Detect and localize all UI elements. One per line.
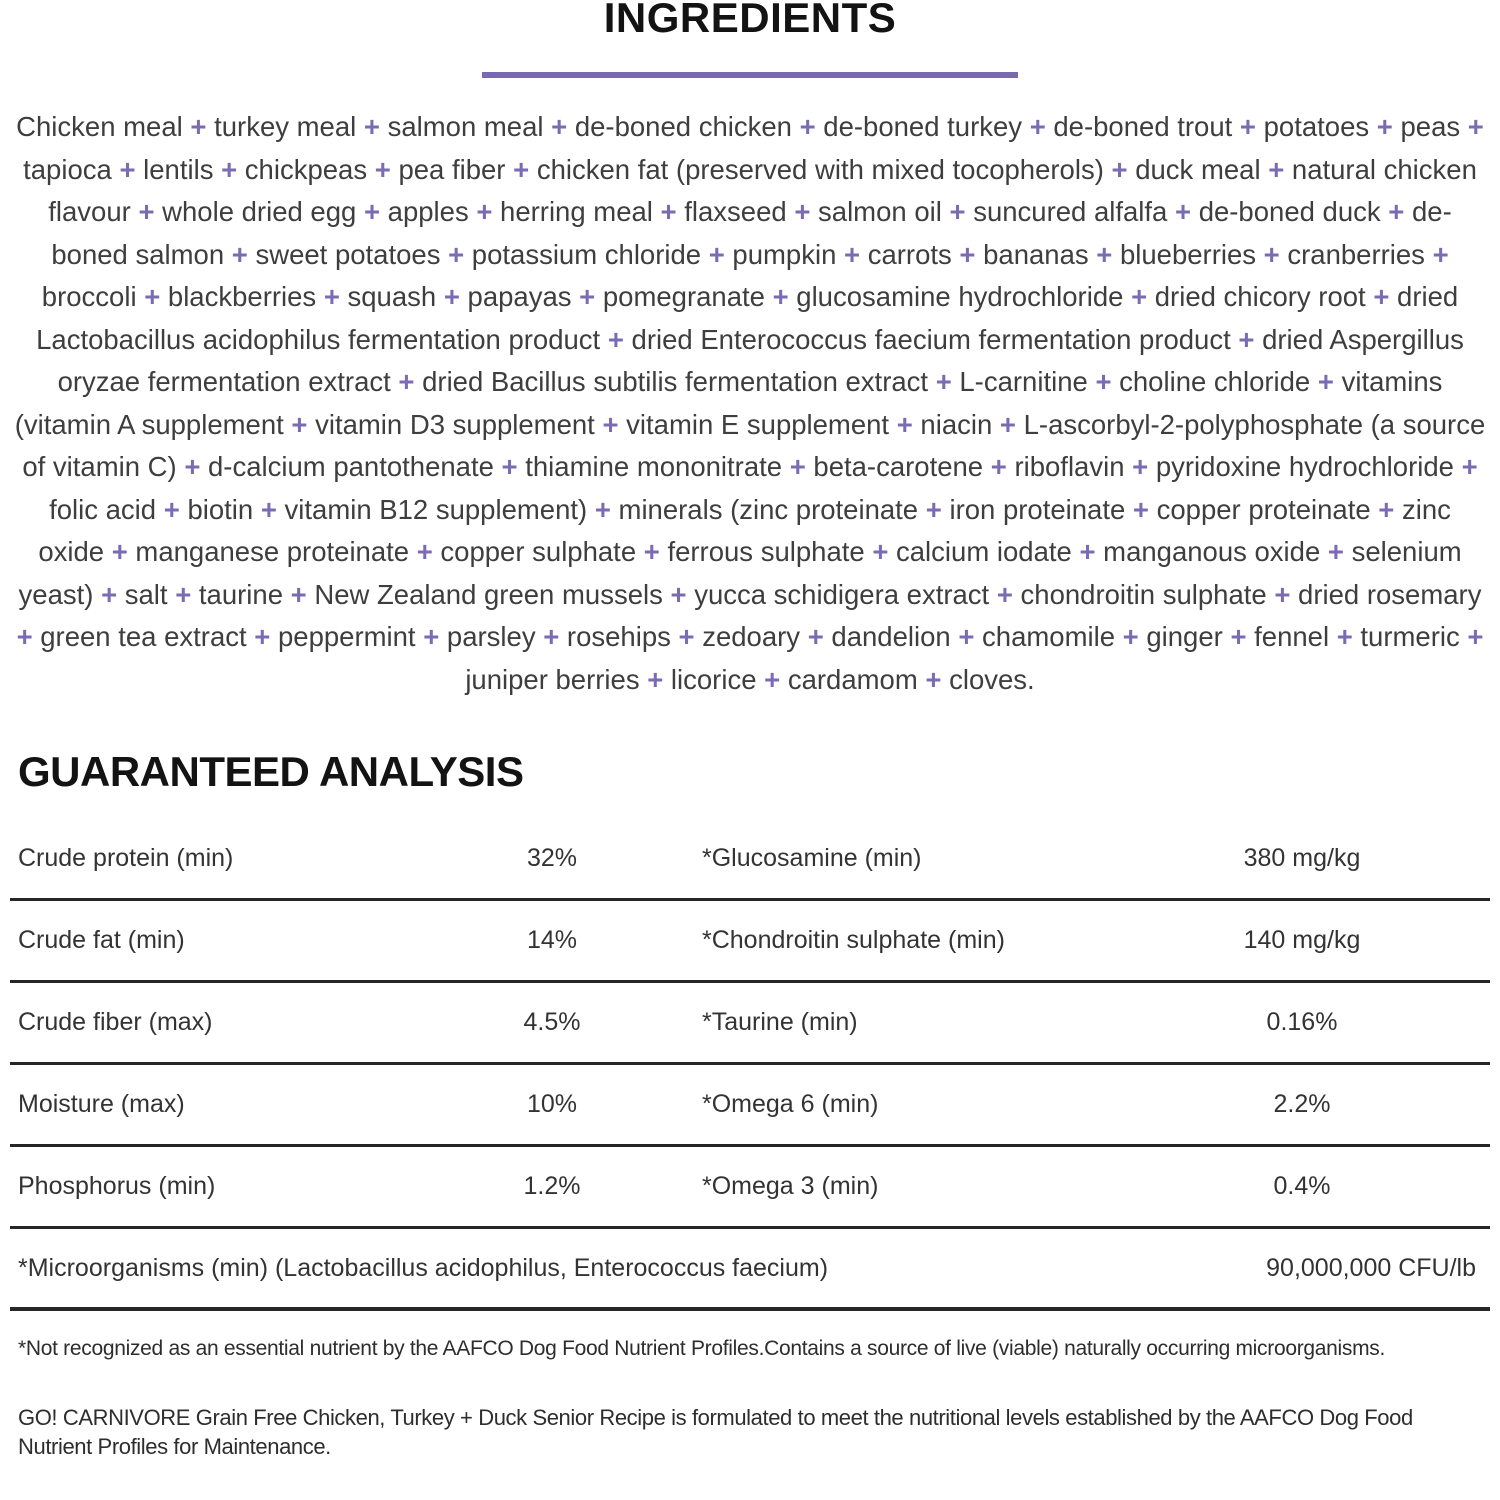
plus-separator-icon: + xyxy=(935,366,952,398)
ga-nutrient-label: *Chondroitin sulphate (min) xyxy=(702,926,1005,955)
ingredient-item: juniper berries xyxy=(465,663,640,695)
plus-separator-icon: + xyxy=(363,196,381,228)
ingredient-item: manganous oxide xyxy=(1103,536,1321,568)
ingredient-item: d-calcium pantothenate xyxy=(208,451,494,483)
plus-separator-icon: + xyxy=(254,621,271,653)
plus-separator-icon: + xyxy=(1467,621,1484,653)
ga-nutrient-value: 4.5% xyxy=(523,1008,581,1037)
ingredient-item: dandelion xyxy=(831,621,951,653)
plus-separator-icon: + xyxy=(144,281,161,313)
plus-separator-icon: + xyxy=(448,238,465,270)
ingredient-item: zinc oxide xyxy=(38,493,1451,568)
ingredient-item: blackberries xyxy=(167,281,317,313)
ga-nutrient-value: 0.4% xyxy=(1273,1172,1331,1201)
ingredient-item: cranberries xyxy=(1287,238,1425,270)
plus-separator-icon: + xyxy=(1111,153,1128,185)
plus-separator-icon: + xyxy=(1131,281,1148,313)
plus-separator-icon: + xyxy=(260,493,277,525)
plus-separator-icon: + xyxy=(844,238,861,270)
ingredient-item: turmeric xyxy=(1360,621,1460,653)
ingredient-item: suncured alfalfa xyxy=(973,196,1168,228)
plus-separator-icon: + xyxy=(290,578,307,610)
ingredient-item: selenium yeast) xyxy=(18,536,1462,610)
ga-nutrient-value: 0.16% xyxy=(1266,1008,1338,1037)
ingredient-item: dried Enterococcus faecium fermentation product xyxy=(631,323,1231,355)
ingredient-item: de-boned salmon xyxy=(51,196,1452,270)
plus-separator-icon: + xyxy=(607,323,624,355)
plus-separator-icon: + xyxy=(423,621,440,653)
title-underline-rule xyxy=(482,72,1018,78)
ingredient-item: broccoli xyxy=(41,281,137,313)
ingredient-item: salt xyxy=(124,578,168,610)
plus-separator-icon: + xyxy=(1388,196,1405,228)
plus-separator-icon: + xyxy=(678,621,695,653)
ingredient-item: fennel xyxy=(1254,621,1330,653)
ingredient-item: copper sulphate xyxy=(440,536,637,568)
plus-separator-icon: + xyxy=(374,153,391,185)
ingredient-item: carrots xyxy=(867,238,952,270)
ga-nutrient-label: *Microorganisms (min) (Lactobacillus acidophilus, Enterococcus faecium) xyxy=(18,1253,829,1282)
ingredients-list: Chicken meal + turkey meal + salmon meal + de-boned chicken + de-boned turkey + de-boned trout + potatoes + peas + tapioca + lentils + chickpeas + pea fiber + chicken fat (preserved with mixed tocopherols) + duck meal + natural chicken flavour + whole dried egg + apples + herring meal + flaxseed + salmon oil + suncured alfalfa + de-boned duck + de-boned salmon + sweet potatoes + potassium chloride + pumpkin + carrots + bananas + blueberries + cranberries + broccoli + blackberries + squash + papayas + pomegranate + glucosamine hydrochloride + dried chicory root + dried Lactobacillus acidophilus fermentation product + dried Enterococcus faecium fermentation product + dried Aspergillus oryzae fermentation extract + dried Bacillus subtilis fermentation extract + L-carnitine + choline chloride + vitamins (vitamin A supplement + vitamin D3 supplement + vitamin E supplement + niacin + L-ascorbyl-2-polyphosphate (a source of vitamin C) + d-calcium pantothenate + thiamine mononitrate + beta-carotene + riboflavin + pyridoxine hydrochloride + folic acid + biotin + vitamin B12 supplement) + minerals (zinc proteinate + iron proteinate + copper proteinate + zinc oxide + manganese proteinate + copper sulphate + ferrous sulphate + calcium iodate + manganous oxide + selenium yeast) + salt + taurine + New Zealand green mussels + yucca schidigera extract + chondroitin sulphate + dried rosemary + green tea extract + peppermint + parsley + rosehips + zedoary + dandelion + chamomile + ginger + fennel + turmeric + juniper berries + licorice + cardamom + cloves. xyxy=(14,111,1486,695)
plus-separator-icon: + xyxy=(925,663,942,695)
ingredient-item: L-ascorbyl-2-polyphosphate (a source of vitamin C) xyxy=(22,408,1486,483)
ingredient-item: lentils xyxy=(143,153,214,185)
ga-nutrient-value: 380 mg/kg xyxy=(1243,844,1361,873)
ingredient-item: salmon meal xyxy=(387,111,544,143)
ingredient-item: chicken fat (preserved with mixed tocopherols) xyxy=(536,153,1104,185)
plus-separator-icon: + xyxy=(1122,621,1139,653)
plus-separator-icon: + xyxy=(363,111,380,143)
plus-separator-icon: + xyxy=(670,578,687,610)
ga-nutrient-value: 2.2% xyxy=(1273,1090,1331,1119)
plus-separator-icon: + xyxy=(190,111,207,143)
ingredient-item: L-carnitine xyxy=(959,366,1088,398)
plus-separator-icon: + xyxy=(1263,238,1280,270)
plus-separator-icon: + xyxy=(513,153,530,185)
plus-separator-icon: + xyxy=(1376,111,1393,143)
ga-table-row-microorganisms xyxy=(10,1229,1490,1311)
ga-nutrient-label: *Omega 6 (min) xyxy=(702,1090,879,1119)
plus-separator-icon: + xyxy=(1238,323,1255,355)
plus-separator-icon: + xyxy=(990,451,1007,483)
ingredient-item: minerals (zinc proteinate xyxy=(618,493,919,525)
plus-separator-icon: + xyxy=(660,196,677,228)
ingredient-item: salmon oil xyxy=(818,196,942,228)
plus-separator-icon: + xyxy=(138,196,155,228)
plus-separator-icon: + xyxy=(1029,111,1046,143)
plus-separator-icon: + xyxy=(799,111,816,143)
ga-nutrient-label: Crude protein (min) xyxy=(18,844,234,873)
plus-separator-icon: + xyxy=(959,238,976,270)
ingredient-item: rosehips xyxy=(566,621,671,653)
ingredient-item: zedoary xyxy=(702,621,801,653)
plus-separator-icon: + xyxy=(1378,493,1395,525)
ingredient-item: pomegranate xyxy=(602,281,765,313)
ingredient-item: flaxseed xyxy=(684,196,787,228)
plus-separator-icon: + xyxy=(1095,366,1112,398)
plus-separator-icon: + xyxy=(772,281,789,313)
plus-separator-icon: + xyxy=(794,196,811,228)
plus-separator-icon: + xyxy=(999,408,1016,440)
ingredient-item: copper proteinate xyxy=(1156,493,1371,525)
ingredient-item: de-boned trout xyxy=(1053,111,1233,143)
plus-separator-icon: + xyxy=(602,408,619,440)
ingredient-item: choline chloride xyxy=(1119,366,1311,398)
plus-separator-icon: + xyxy=(416,536,433,568)
ga-nutrient-value: 140 mg/kg xyxy=(1243,926,1361,955)
guaranteed-analysis-title: GUARANTEED ANALYSIS xyxy=(18,748,524,796)
plus-separator-icon: + xyxy=(1373,281,1390,313)
plus-separator-icon: + xyxy=(1079,536,1096,568)
ingredient-item: peppermint xyxy=(277,621,416,653)
plus-separator-icon: + xyxy=(443,281,460,313)
plus-separator-icon: + xyxy=(1239,111,1256,143)
plus-separator-icon: + xyxy=(16,621,33,653)
plus-separator-icon: + xyxy=(789,451,806,483)
ingredient-item: vitamins (vitamin A supplement xyxy=(14,366,1443,440)
ingredient-item: natural chicken flavour xyxy=(48,153,1477,228)
guaranteed-analysis-table xyxy=(10,819,1490,1311)
ingredient-item: vitamin E supplement xyxy=(626,408,890,440)
ingredient-item: cloves xyxy=(949,663,1028,695)
aafco-statement: GO! CARNIVORE Grain Free Chicken, Turkey + Duck Senior Recipe is formulated to meet the nutritional levels established by the AAFCO Dog Food Nutrient Profiles for Maintenance. xyxy=(18,1405,1413,1460)
ingredient-item: manganese proteinate xyxy=(135,536,410,568)
plus-separator-icon: + xyxy=(1274,578,1291,610)
ingredients-title: INGREDIENTS xyxy=(603,0,897,41)
plus-separator-icon: + xyxy=(1336,621,1353,653)
ingredient-item: whole dried egg xyxy=(162,196,357,228)
plus-separator-icon: + xyxy=(551,111,568,143)
plus-separator-icon: + xyxy=(764,663,781,695)
ingredient-item: taurine xyxy=(198,578,283,610)
ingredient-item: dried chicory root xyxy=(1154,281,1366,313)
plus-separator-icon: + xyxy=(119,153,136,185)
ingredient-item: riboflavin xyxy=(1014,451,1125,483)
ingredient-item: de-boned turkey xyxy=(823,111,1023,143)
ga-nutrient-value: 10% xyxy=(526,1090,578,1119)
ingredient-item: niacin xyxy=(920,408,993,440)
ga-table-row xyxy=(10,819,1490,901)
ingredient-item: apples xyxy=(387,196,469,228)
plus-separator-icon: + xyxy=(175,578,192,610)
ingredient-item: calcium iodate xyxy=(896,536,1072,568)
plus-separator-icon: + xyxy=(398,366,415,398)
ingredient-item: ginger xyxy=(1146,621,1223,653)
ga-nutrient-label: *Taurine (min) xyxy=(702,1008,858,1037)
ingredient-item: potatoes xyxy=(1263,111,1370,143)
plus-separator-icon: + xyxy=(291,408,308,440)
ga-nutrient-label: Moisture (max) xyxy=(18,1090,185,1119)
ingredient-item: dried rosemary xyxy=(1298,578,1482,610)
ingredient-item: folic acid xyxy=(49,493,157,525)
plus-separator-icon: + xyxy=(1132,493,1149,525)
ingredient-item: dried Aspergillus oryzae fermentation extract xyxy=(57,323,1464,398)
ingredient-item: dried Lactobacillus acidophilus fermentation product xyxy=(36,281,1459,355)
ingredient-item: blueberries xyxy=(1119,238,1257,270)
ga-nutrient-value: 32% xyxy=(526,844,578,873)
ga-nutrient-label: Phosphorus (min) xyxy=(18,1172,216,1201)
ga-nutrient-value: 14% xyxy=(526,926,578,955)
ga-nutrient-label: *Glucosamine (min) xyxy=(702,844,922,873)
plus-separator-icon: + xyxy=(1317,366,1334,398)
ga-table-row xyxy=(10,1147,1490,1229)
ingredient-item: chamomile xyxy=(982,621,1115,653)
plus-separator-icon: + xyxy=(958,621,975,653)
ingredient-item: parsley xyxy=(446,621,536,653)
plus-separator-icon: + xyxy=(1467,111,1484,143)
plus-separator-icon: + xyxy=(647,663,664,695)
ingredient-item: thiamine mononitrate xyxy=(525,451,783,483)
plus-separator-icon: + xyxy=(111,536,128,568)
plus-separator-icon: + xyxy=(184,451,201,483)
ingredient-item: biotin xyxy=(187,493,254,525)
ingredient-item: sweet potatoes xyxy=(255,238,441,270)
ga-nutrient-value: 90,000,000 CFU/lb xyxy=(1266,1253,1476,1282)
ingredient-item: Chicken meal xyxy=(16,111,183,143)
ingredient-item: pumpkin xyxy=(732,238,837,270)
ingredient-item: chondroitin sulphate xyxy=(1020,578,1267,610)
plus-separator-icon: + xyxy=(1174,196,1192,228)
plus-separator-icon: + xyxy=(579,281,596,313)
ingredient-item: green tea extract xyxy=(40,621,247,653)
ingredient-item: turkey meal xyxy=(214,111,357,143)
plus-separator-icon: + xyxy=(1132,451,1149,483)
ga-nutrient-label: *Omega 3 (min) xyxy=(702,1172,879,1201)
ingredient-item: vitamin D3 supplement xyxy=(315,408,595,440)
plus-separator-icon: + xyxy=(476,196,493,228)
ingredient-item: New Zealand green mussels xyxy=(314,578,663,610)
plus-separator-icon: + xyxy=(996,578,1013,610)
plus-separator-icon: + xyxy=(231,238,248,270)
plus-separator-icon: + xyxy=(543,621,560,653)
ga-table-row xyxy=(10,1065,1490,1147)
asterisk-footnote: *Not recognized as an essential nutrient by the AAFCO Dog Food Nutrient Profiles.Contains a source of live (viable) naturally occurring microorganisms. xyxy=(18,1337,1386,1361)
plus-separator-icon: + xyxy=(1327,536,1344,568)
ingredient-item: glucosamine hydrochloride xyxy=(796,281,1124,313)
ingredient-item: licorice xyxy=(670,663,757,695)
ingredient-item: vitamin B12 supplement) xyxy=(284,493,588,525)
ingredient-item: duck meal xyxy=(1135,153,1261,185)
plus-separator-icon: + xyxy=(594,493,611,525)
plus-separator-icon: + xyxy=(643,536,660,568)
plus-separator-icon: + xyxy=(949,196,966,228)
ingredient-item: cardamom xyxy=(787,663,918,695)
ingredient-item: peas xyxy=(1400,111,1461,143)
ingredient-item: papayas xyxy=(467,281,572,313)
plus-separator-icon: + xyxy=(1230,621,1247,653)
ingredient-item: pyridoxine hydrochloride xyxy=(1155,451,1454,483)
ingredient-item: herring meal xyxy=(500,196,653,228)
ingredient-item: squash xyxy=(347,281,437,313)
ga-nutrient-value: 1.2% xyxy=(523,1172,581,1201)
plus-separator-icon: + xyxy=(1432,238,1449,270)
plus-separator-icon: + xyxy=(101,578,118,610)
plus-separator-icon: + xyxy=(323,281,340,313)
plus-separator-icon: + xyxy=(1461,451,1478,483)
ingredient-item: pea fiber xyxy=(398,153,506,185)
ingredient-item: ferrous sulphate xyxy=(667,536,865,568)
plus-separator-icon: + xyxy=(872,536,889,568)
ingredient-item: potassium chloride xyxy=(471,238,702,270)
plus-separator-icon: + xyxy=(163,493,180,525)
plus-separator-icon: + xyxy=(925,493,942,525)
ingredient-item: yucca schidigera extract xyxy=(694,578,990,610)
ingredient-item: chickpeas xyxy=(244,153,368,185)
ingredient-item: iron proteinate xyxy=(949,493,1126,525)
plus-separator-icon: + xyxy=(1096,238,1113,270)
ga-table-row xyxy=(10,983,1490,1065)
ingredient-item: de-boned chicken xyxy=(574,111,792,143)
ingredient-item: bananas xyxy=(983,238,1089,270)
plus-separator-icon: + xyxy=(221,153,238,185)
plus-separator-icon: + xyxy=(501,451,518,483)
plus-separator-icon: + xyxy=(807,621,824,653)
ga-nutrient-label: Crude fat (min) xyxy=(18,926,185,955)
plus-separator-icon: + xyxy=(708,238,725,270)
plus-separator-icon: + xyxy=(1268,153,1285,185)
ingredient-item: beta-carotene xyxy=(813,451,984,483)
ga-nutrient-label: Crude fiber (max) xyxy=(18,1008,213,1037)
ingredient-item: tapioca xyxy=(23,153,112,185)
ingredient-item: dried Bacillus subtilis fermentation extract xyxy=(422,366,929,398)
ga-table-row xyxy=(10,901,1490,983)
plus-separator-icon: + xyxy=(896,408,913,440)
ingredient-item: de-boned duck xyxy=(1198,196,1381,228)
